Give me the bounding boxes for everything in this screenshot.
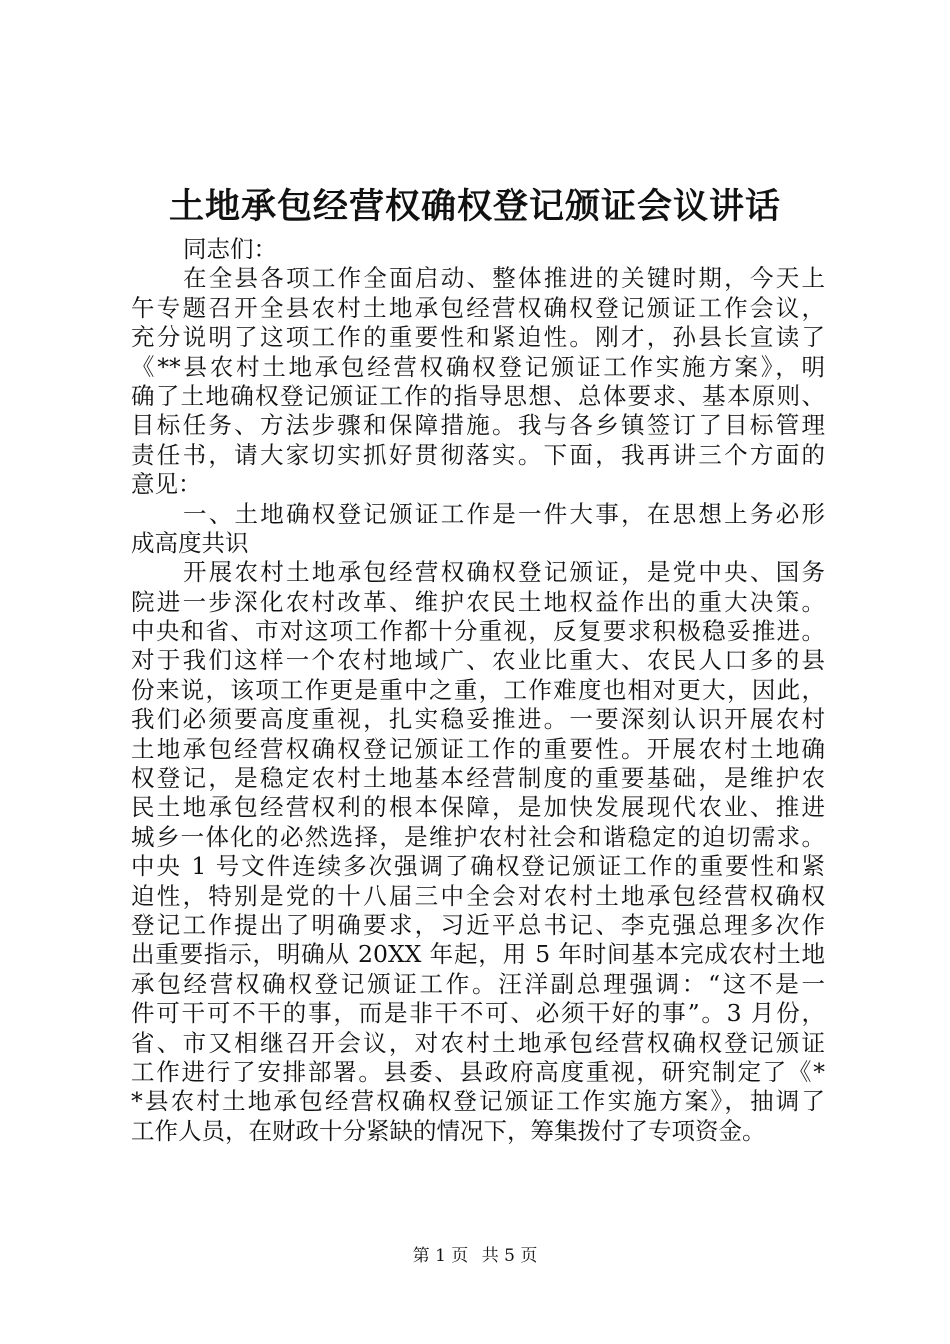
text-line: 出重要指示，明确从 20XX 年起，用 5 年时间基本完成农村土地 [131,940,825,969]
text-line: 民土地承包经营权利的根本保障，是加快发展现代农业、推进 [131,793,825,822]
text-line: 省、市又相继召开会议，对农村土地承包经营权确权登记颁证 [131,1028,825,1057]
text-line: 对于我们这样一个农村地域广、农业比重大、农民人口多的县 [131,646,825,675]
text-line: 迫性，特别是党的十八届三中全会对农村土地承包经营权确权 [131,881,825,910]
page-number: 第 1 页 [412,1246,469,1266]
page-total: 共 5 页 [481,1246,538,1266]
text-line: 午专题召开全县农村土地承包经营权确权登记颁证工作会议， [131,293,825,322]
text-line: 中央和省、市对这项工作都十分重视，反复要求积极稳妥推进。 [131,617,825,646]
text-line: 权登记，是稳定农村土地基本经营制度的重要基础，是维护农 [131,764,825,793]
page-footer [0,1244,950,1268]
text-line: 工作人员，在财政十分紧缺的情况下，筹集拨付了专项资金。 [131,1116,766,1145]
text-line: 成高度共识 [131,528,249,557]
text-line: 责任书，请大家切实抓好贯彻落实。下面，我再讲三个方面的 [131,440,825,469]
text-line: *县农村土地承包经营权确权登记颁证工作实施方案》，抽调了 [131,1087,825,1116]
text-line: 开展农村土地承包经营权确权登记颁证，是党中央、国务 [183,558,825,587]
document-title: 土地承包经营权确权登记颁证会议讲话 [168,186,781,227]
text-line: 目标任务、方法步骤和保障措施。我与各乡镇签订了目标管理 [131,411,825,440]
text-line: 充分说明了这项工作的重要性和紧迫性。刚才，孙县长宣读了 [131,323,825,352]
text-line: 承包经营权确权登记颁证工作。汪洋副总理强调：“这不是一 [131,969,825,998]
text-line: 中央 1 号文件连续多次强调了确权登记颁证工作的重要性和紧 [131,852,825,881]
text-line: 在全县各项工作全面启动、整体推进的关键时期，今天上 [183,264,825,293]
text-line: 登记工作提出了明确要求，习近平总书记、李克强总理多次作 [131,910,825,939]
text-line: 件可干可不干的事，而是非干不可、必须干好的事”。3 月份， [131,999,825,1028]
text-line: 《**县农村土地承包经营权确权登记颁证工作实施方案》，明 [131,352,825,381]
text-line: 土地承包经营权确权登记颁证工作的重要性。开展农村土地确 [131,734,825,763]
text-line: 同志们： [183,235,277,263]
text-line: 确了土地确权登记颁证工作的指导思想、总体要求、基本原则、 [131,381,825,410]
text-line: 一、土地确权登记颁证工作是一件大事，在思想上务必形 [183,499,825,528]
text-line: 城乡一体化的必然选择，是维护农村社会和谐稳定的迫切需求。 [131,822,825,851]
text-line: 工作进行了安排部署。县委、县政府高度重视，研究制定了《* [131,1057,825,1086]
text-line: 意见： [131,470,202,499]
text-line: 份来说，该项工作更是重中之重，工作难度也相对更大，因此， [131,675,825,704]
document-body [131,235,825,1146]
text-line: 我们必须要高度重视，扎实稳妥推进。一要深刻认识开展农村 [131,705,825,734]
text-line: 院进一步深化农村改革、维护农民土地权益作出的重大决策。 [131,587,825,616]
